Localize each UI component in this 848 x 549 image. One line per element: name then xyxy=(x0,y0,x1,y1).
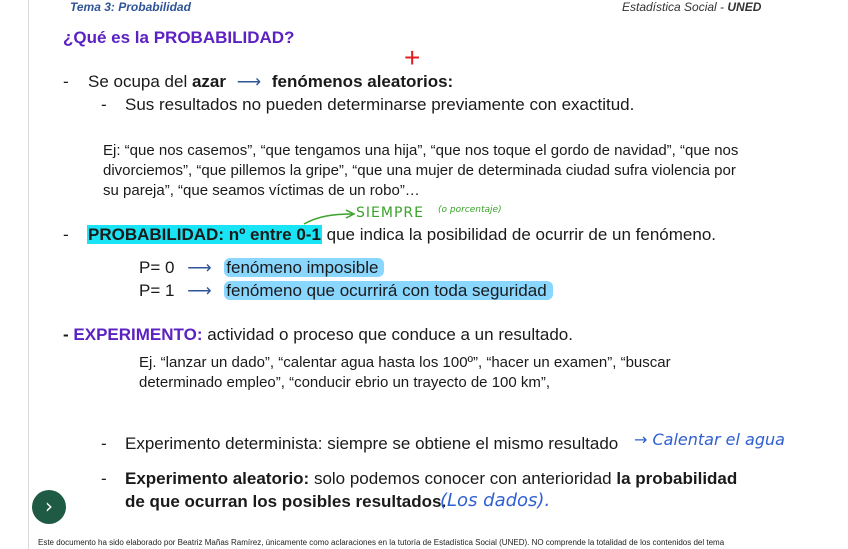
footer-note: Este documento ha sido elaborado por Beatriz Mañas Ramírez, únicamente como aclaraciones en la tutoría de Estadística Social (UNED). NO comprende la totalidad de los contenidos del tema xyxy=(38,538,725,547)
handwritten-porcentaje: (o porcentaje) xyxy=(438,205,502,215)
next-page-button[interactable] xyxy=(32,490,66,524)
bullet2-rest: que indica la posibilidad de ocurrir de un fenómeno. xyxy=(321,225,716,244)
bullet3-rest: actividad o proceso que conduce a un resultado. xyxy=(202,325,573,344)
example1-line3: su pareja”, “que seamos víctimas de un robo”… xyxy=(103,182,420,199)
course-brand: UNED xyxy=(727,0,762,14)
page-edge xyxy=(28,0,29,549)
p0-text: fenómeno imposible xyxy=(224,258,384,277)
aleatorio-probabilidad: la probabilidad xyxy=(616,469,738,488)
bullet1-bold-azar: azar xyxy=(191,72,226,91)
p0-arrow: ⟶ xyxy=(187,258,212,277)
bullet1-sub-dash: - xyxy=(101,95,107,114)
topic-header: Tema 3: Probabilidad xyxy=(70,0,191,14)
aleatorio-line2 xyxy=(125,492,446,512)
aleatorio-line1 xyxy=(125,469,737,489)
bullet1-dash: - xyxy=(63,72,69,91)
handwritten-dados: (Los dados). xyxy=(440,490,551,511)
p1-label: P= 1 xyxy=(139,281,175,300)
determinista-text: Experimento determinista: siempre se obtiene el mismo resultado xyxy=(125,434,619,453)
p1-text: fenómeno que ocurrirá con toda seguridad xyxy=(224,281,552,300)
p1-row xyxy=(139,281,553,301)
bullet1-sub-text: Sus resultados no pueden determinarse previamente con exactitud. xyxy=(125,95,635,114)
aleatorio-mid: solo podemos conocer con anterioridad xyxy=(309,469,617,488)
page-title: ¿Qué es la PROBABILIDAD? xyxy=(63,28,295,47)
experimento-label: EXPERIMENTO: xyxy=(73,325,203,344)
example2-line2: determinado empleo”, “conducir ebrio un trayecto de 100 km”, xyxy=(139,374,551,391)
example1-line2: divorciemos”, “que pillemos la gripe”, “que una mujer de determinada ciudad sufra violencia por xyxy=(103,162,736,179)
bullet3-dash: - xyxy=(63,325,69,344)
handwritten-calentar: → Calentar el agua xyxy=(634,430,785,449)
p1-arrow: ⟶ xyxy=(187,281,212,300)
course-prefix: Estadística Social - xyxy=(622,0,728,14)
example2-line1: Ej. “lanzar un dado”, “calentar agua hasta los 100º”, “hacer un examen”, “buscar xyxy=(139,354,671,371)
bullet1-pre: Se ocupa del xyxy=(88,72,192,91)
p0-label: P= 0 xyxy=(139,258,175,277)
bullet3-text xyxy=(63,325,573,345)
bullet2-dash: - xyxy=(63,225,69,244)
chevron-right-icon: › xyxy=(45,494,53,518)
handwritten-siempre: SIEMPRE xyxy=(356,205,424,221)
red-plus-annotation: + xyxy=(404,42,421,73)
aleatorio-label: Experimento aleatorio: xyxy=(125,469,310,488)
probabilidad-highlight: PROBABILIDAD: nº entre 0-1 xyxy=(88,225,321,244)
course-header xyxy=(622,0,761,14)
aleatorio-dash: - xyxy=(101,469,107,488)
bullet2-text xyxy=(87,225,716,245)
bullet1-bold-fenomenos: fenómenos aleatorios: xyxy=(271,72,454,91)
aleatorio-line2-bold: de que ocurran los posibles resultados. xyxy=(125,492,447,511)
determinista-dash: - xyxy=(101,434,107,453)
example1-line1: Ej: “que nos casemos”, “que tengamos una hija”, “que nos toque el gordo de navidad”, “que nos xyxy=(103,142,739,159)
bullet1-arrow: ⟶ xyxy=(236,72,262,91)
p0-row xyxy=(139,258,384,278)
bullet1-text xyxy=(88,72,453,92)
